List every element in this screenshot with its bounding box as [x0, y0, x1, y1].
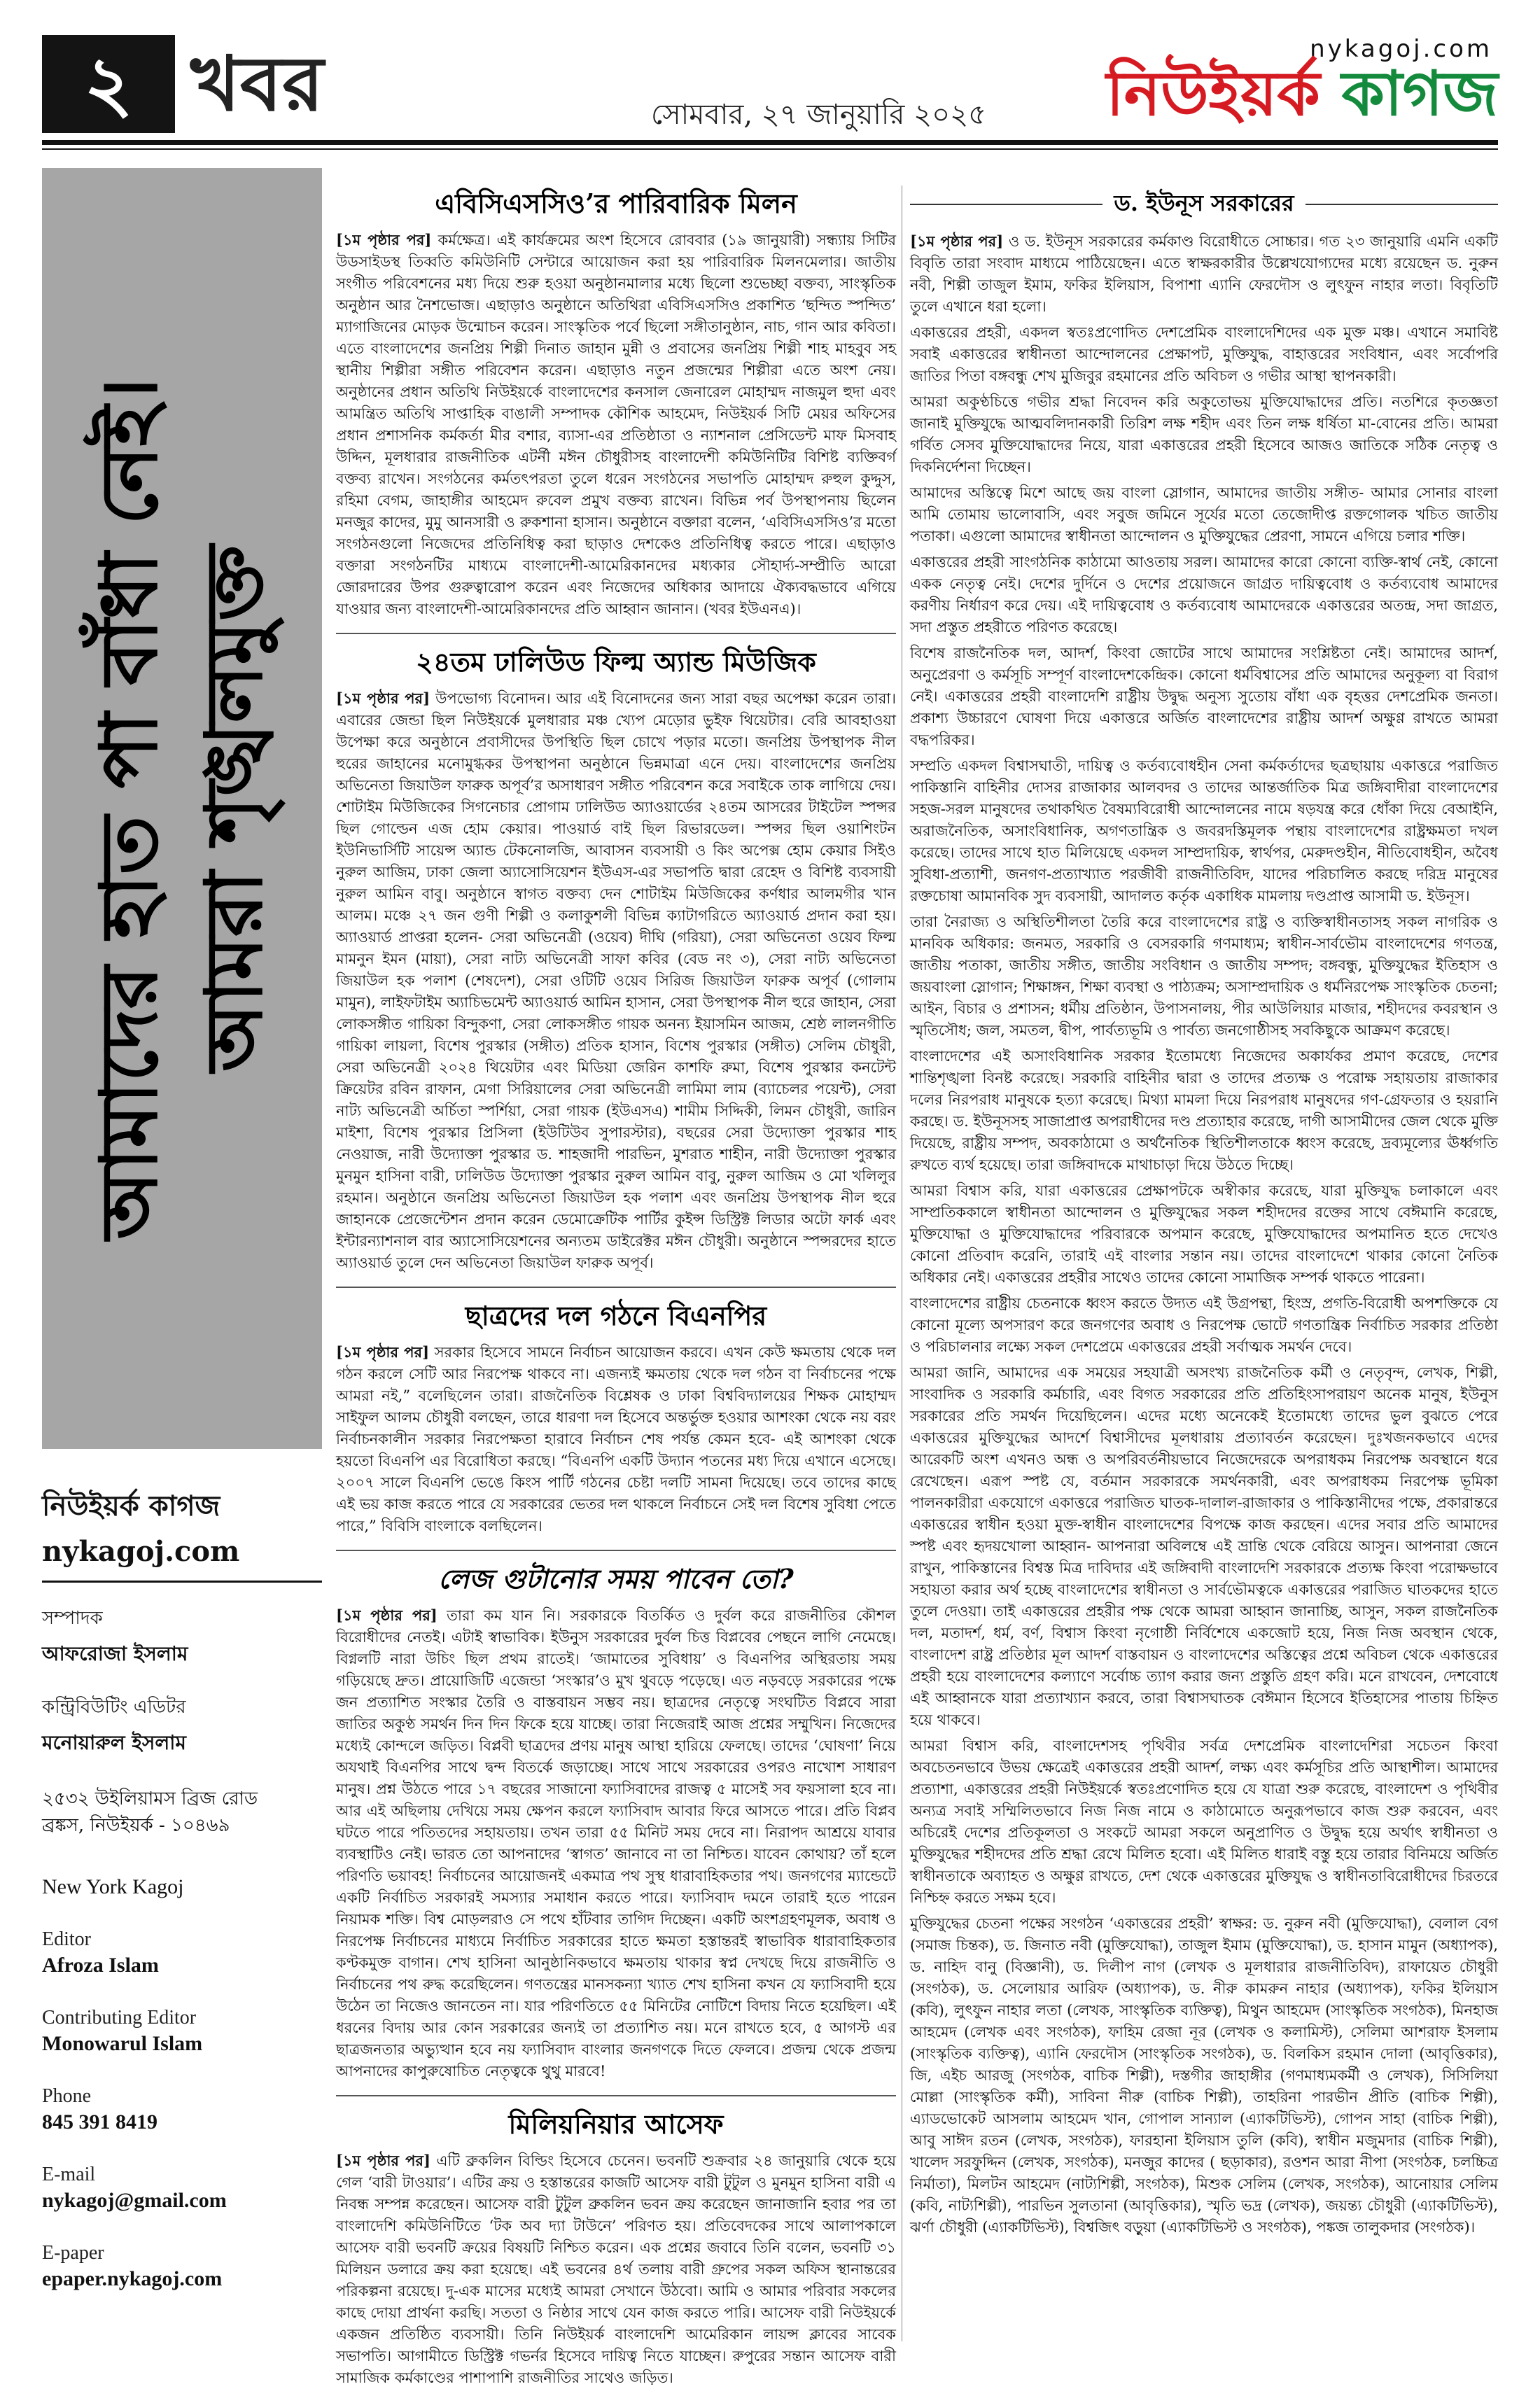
article-body — [336, 687, 896, 1274]
article-paragraph: সম্প্রতি একদল বিশ্বাসঘাতী, দায়িত্ব ও কর্তব্যবোধহীন সেনা কর্মকর্তাদের ছত্রছায়ায় একাত্তরে পরাজিত পাকিস্তানি বাহিনীর দোসর রাজাকার আলবদর ও তাদের আন্তর্জাতিক মিত্র জঙ্গিবাদীরা বাংলাদেশের সহজ-সরল মানুষদের তথাকথিত বৈষম্যবিরোধী আন্দোলনের নামে ষড়যন্ত্র করে ধোঁকা দিয়ে বেআইনি, অরাজনৈতিক, অসাংবিধানিক, অগণতান্ত্রিক ও জবরদস্তিমূলক পন্থায় বাংলাদেশের রাষ্ট্রক্ষমতা দখল করেছে। তাদের সাথে হাত মিলিয়েছে একদল সাম্প্রদায়িক, স্বার্থপর, মেরুদণ্ডহীন, নীতিবোধহীন, অবৈধ সুবিধা-প্রত্যাশী, জনগণ-প্রত্যাখ্যাত পরজীবী রাজনীতিবিদ, যাদের পরিচালিত করছে দরিদ্র মানুষের রক্তচোষা আমানবিক সুদ ব্যবসায়ী, আদালত কর্তৃক একাধিক মামলায় দণ্ডপ্রাপ্ত আসামী ড. ইউনূস। — [910, 757, 1498, 904]
contrib-editor-label-bn: কন্ট্রিবিউটিং এডিটর — [42, 1697, 186, 1718]
editor-label-bn: সম্পাদক — [42, 1608, 103, 1629]
masthead — [42, 35, 1498, 133]
article-yunus-government — [910, 185, 1498, 2239]
article-separator — [336, 1287, 896, 1288]
imprint-website[interactable]: nykagoj.com — [42, 1535, 240, 1568]
article-family-reunion — [336, 185, 896, 620]
logo-name-part1: নিউইয়র্ক — [1106, 57, 1320, 129]
contrib-editor-name-bn: মনোয়ারুল ইসলাম — [42, 1731, 186, 1754]
phone-number[interactable]: 845 391 8419 — [42, 2110, 158, 2134]
contrib-editor-name-en: Monowarul Islam — [42, 2032, 203, 2055]
email-label: E-mail — [42, 2164, 96, 2185]
right-column — [910, 185, 1498, 2341]
article-body — [336, 1604, 896, 2082]
article-paragraph: আমরা অকুণ্ঠচিত্তে গভীর শ্রদ্ধা নিবেদন করি অকুতোভয় মুক্তিযোদ্ধাদের প্রতি। নতশিরে কৃতজ্ঞতা জানাই মুক্তিযুদ্ধে আত্মবলিদানকারী তিরিশ লক্ষ শহীদ এবং তিন লক্ষ ধর্ষিতা মা-বোনের প্রতি। আমরা গর্বিত সেসব মুক্তিযোদ্ধাদের নিয়ে, যারা একাত্তরের প্রহরী হিসেবে আজও জাতিকে সঠিক নেতৃত্ব ও দিকনির্দেশনা দিচ্ছেন। — [910, 393, 1498, 475]
epaper-label: E-paper — [42, 2242, 104, 2264]
article-text: তারা কম যান নি। সরকারকে বিতর্কিত ও দুর্বল করে রাজনীতির কৌশল বিরোধীদের নেতই। এটাই স্বাভাবিক। ইউনুস সরকারের দুর্বল চিত্ত বিপ্লবের পেছনে লাগি নেমেছে। বিগ্নলটি নারা উচিং ছিল প্রথম রাতেই। ‘জামাতের সুবিধায়’ ও বিএনপির অস্থিরতায় সময় গড়িয়েছে দ্রুত। প্রায়োজিটি এজেন্ডা ‘সংস্কার’ও মুখ থুবড়ে পড়েছে। এত নড়বড়ে সরকারের পক্ষে জন প্রত্যাশিত সংস্কার তৈরি ও বাস্তবায়ন সম্ভব নয়। ছাত্রদের নেতৃত্বে সংঘটিত বিপ্লবে সারা জাতির অকুণ্ঠ সমর্থন দিন দিন ফিকে হয়ে যাচ্ছে। তারা নিজেরাই আজ প্রশ্নের সম্মুখিন। নিজেদের মধ্যেই কোন্দলে জড়িত। বিপ্লবী ছাত্রদের প্রণয় মানুষ আস্থা হারিয়ে ফেলছে। তাদের ‘ঘোষণা’ নিয়ে অযথাই বিএনপির সাথে দ্বন্দ বিতর্কে জড়াচ্ছে। সাথে সাথে সরকারের ওপরও নাখোশ সাধারণ মানুষ। প্রশ্ন উঠতে পারে ১৭ বছরের সাজানো ফ্যাসিবাদের রাজত্ব ৫ মাসেই সব ফয়সালা হবে না। আর এই অছিলায় দেখিয়ে সময় ক্ষেপন করলে ফ্যাসিবাদ আবার ফিরে আসতে পারে। প্রতি বিপ্লব ঘটতে পারে পতিতদের সহায়তায়। তখন তারা ৫৫ মিনিট সময় দেবে না। নিরাপদ আশ্রয়ে যাবার ব্যবস্থাটিও নেই। ভারত তো আপনাদের ‘স্বাগত’ জানাবে না তা নিশ্চিত। যাবেন কোথায়? তাঁ হলে পরিণতি ভয়াবহ! নির্বাচনের আয়োজনই একমাত্র পথ সুস্থ ধারাবাহিকতার পথ। জনগণের ম্যান্ডেটে একটি নির্বাচিত সরকারই সমস্যার সমাধান করতে পারে। ফ্যাসিবাদ দমনে তারাই হতে পারেন নিয়ামক শক্তি। বিশ্ব মোড়লরাও সে পথে হাঁটবার তাগিদ দিচ্ছেন। একটি অংশগ্রহণমূলক, অবাধ ও নিরপেক্ষ নির্বাচনের মাধ্যমে নির্বাচিত সরকারের হাতে ক্ষমতা হস্তান্তরই স্বাভাবিক ধারাবাহিকতার কণ্টকমুক্ত বাগান। শেখ হাসিনা আনুষ্ঠানিকভাবে ক্ষমতায় থাকার স্বপ্ন দেখছে দিয়ে রাজনীতি ও নির্বাচনের পথ রুদ্ধ করেছিলেন। গণতন্ত্রের মানসকন্যা খ্যাত শেখ হাসিনা কখন যে ফ্যাসিবাদী হয়ে উঠেন তা নিজেও জানতেন না। যার পরিণতিতে ৫৫ মিনিটের নোটিশে বিদায় নিতে হয়েছিল। এই ধরনের বিদায় আর কোন সরকারের জন্যই তা প্রত্যাশিত নয়। মনে রাখতে হবে, ৫ আগস্ট এর ছাত্রজনতার অভ্যুত্থান হবে নয় ফ্যাসিবাদ বাংলার জনগণকে দিতে ফেলবে। প্রজন্ম থেকে প্রজন্ম আপনাদের কাপুরুষোচিত নেতৃত্বকে থুথু মারবে! — [336, 1607, 896, 2080]
continued-marker: [১ম পৃষ্ঠার পর] — [336, 1343, 430, 1361]
article-body — [336, 2150, 896, 2389]
article-headline: এবিসিএসসিও’র পারিবারিক মিলন — [435, 188, 797, 219]
continued-marker: [১ম পৃষ্ঠার পর] — [336, 1606, 438, 1624]
newspaper-logo[interactable] — [924, 35, 1498, 133]
address-line-2: ব্রঙ্কস, নিউইয়র্ক - ১০৪৬৯ — [42, 1815, 230, 1836]
middle-column — [336, 185, 896, 2386]
left-sidebar — [42, 168, 322, 2352]
logo-url[interactable]: nykagoj.com — [1310, 35, 1492, 63]
article-text: কর্মক্ষেত্র। এই কার্যক্রমের অংশ হিসেবে রোববার (১৯ জানুয়ারী) সন্ধ্যায় সিটির উডসাইডস্থ তিব্বতি কমিউনিটি সেন্টারে আয়োজন করা হয় পারিবারিক মিলনমেলার। জাতীয় সংগীত পরিবেশনের মধ্য দিয়ে শুরু হওয়া অনুষ্ঠানমালার মধ্যে ছিলো শুভেচ্ছা বক্তব্য, সাংস্কৃতিক অনুষ্ঠান আর নৈশভোজ। এছাড়াও অনুষ্ঠানে অতিথিরা এবিসিএসসিও প্রকাশিত ‘ছন্দিত স্পন্দিত’ ম্যাগাজিনের মোড়ক উন্মোচন করেন। সাংস্কৃতিক পর্বে ছিলো সঙ্গীতানুষ্ঠান, নাচ, গান আর কবিতা। এতে বাংলাদেশের জনপ্রিয় শিল্পী দিনাত জাহান মুন্নী ও প্রবাসের জনপ্রিয় শিল্পী শাহ মাহবুব সহ স্থানীয় শিল্পীরা সঙ্গীত পরিবেশন করেন। এছাড়াও নতুন প্রজন্মের শিল্পীরা এতে অংশ নেয়। অনুষ্ঠানের প্রধান অতিথি নিউইয়র্কে বাংলাদেশের কনসাল জেনারেল মোহাম্মদ নাজমুল হুদা এবং আমন্ত্রিত অতিথি সাপ্তাহিক বাঙালী সম্পাদক কৌশিক আহমেদ, নিউইয়র্ক সিটি মেয়র অফিসের প্রধান প্রশাসনিক কর্মকর্তা মীর বশার, ব্যাসা-এর প্রতিষ্ঠাতা ও ন্যাশনাল প্রেসিডেন্ট মাফ মিসবাহ উদ্দিন, মূলধারার রাজনীতিক এটর্নী মঈন চৌধুরীসহ বাংলাদেশী কমিউনিটির বিশিষ্ট ব্যক্তিবর্গ বক্তব্য রাখেন। সংগঠনের কর্মতৎপরতা তুলে ধরেন সংগঠনের সভাপতি মোহাম্মদ রুহুল কুদ্দুস, রহিমা বেগম, জাহাঙ্গীর আহমেদ রুবেল প্রমুখ বক্তব্য রাখেন। বিভিন্ন পর্ব উপস্থাপনায় ছিলেন মনজুর কাদের, মুমু আনসারী ও রুকশানা হাসান। অনুষ্ঠানে বক্তারা বলেন, ‘এবিসিএসসিও’র মতো সংগঠনগুলো নিজেদের প্রতিনিধিত্ব করা ছাড়াও দেশকেও প্রতিনিধিত্ব করতে পারে। এছাড়াও বক্তারা সংগঠনটির মাধ্যমে বাংলাদেশী-আমেরিকানদের মধ্যকার সৌহার্দ্য-সম্প্রীতি আরো জোরদারের উপর গুরুত্বারোপ করেন এবং নিজেদের অধিকার আদায়ে ঐক্যবদ্ধভাবে এগিয়ে যাওয়ার জন্য বাংলাদেশী-আমেরিকানদের প্রতি আহ্বান জানান। (খবর ইউএনএ)। — [336, 232, 896, 617]
article-student-party — [336, 1298, 896, 1537]
article-separator — [336, 1550, 896, 1551]
continued-marker: [১ম পৃষ্ঠার পর] — [336, 689, 430, 707]
article-paragraph: তারা নৈরাজ্য ও অস্থিতিশীলতা তৈরি করে বাংলাদেশের রাষ্ট্র ও ব্যক্তিস্বাধীনতাসহ সকল নাগরিক ও মানবিক অধিকার: জনমত, সরকারি ও বেসরকারি গণমাধ্যম; স্বাধীন-সার্বভৌম বাংলাদেশের গণতন্ত্র, জাতীয় পতাকা, জাতীয় সঙ্গীত, জাতীয় সংবিধান ও জাতীয় সম্পদ; বঙ্গবন্ধু, মুক্তিযুদ্ধের ইতিহাস ও জয়বাংলা স্লোগান; শিক্ষাঙ্গন, শিক্ষা ব্যবস্থা ও পাঠ্যক্রম; অসাম্প্রদায়িক ও ধর্মনিরপেক্ষ সাংস্কৃতিক চেতনা; আইন, বিচার ও প্রশাসন; ধর্মীয় প্রতিষ্ঠান, উপাসনালয়, পীর আউলিয়ার মাজার, শহীদদের কবরস্থান ও স্মৃতিসৌধ; জল, সমতল, দ্বীপ, পার্বত্যভূমি ও পার্বত্য জনগোষ্ঠীসহ সবকিছুকে আক্রমণ করেছে। — [910, 913, 1498, 1039]
imprint-box — [42, 1484, 322, 2291]
slogan-banner — [42, 168, 322, 1449]
logo-name-part2: কাগজ — [1341, 57, 1498, 129]
article-paragraph: আমরা বিশ্বাস করি, যারা একাত্তরের প্রেক্ষাপটকে অস্বীকার করেছে, যারা মুক্তিযুদ্ধ চলাকালে এবং সাম্প্রতিককালে স্বাধীনতা আন্দোলন ও মুক্তিযুদ্ধের সকল শহীদদের রক্তের সাথে বেঈমানি করেছে, মুক্তিযোদ্ধা ও মুক্তিযোদ্ধাদের পরিবারকে অপমান করেছে, মুক্তিযোদ্ধাদের অপমানিত হতে দেখেও কোনো প্রতিবাদ করেনি, তারাই এই বাংলার সন্তান নয়। তাদের বাংলাদেশে থাকার কোনো নৈতিক অধিকার নেই। একাত্তরের প্রহরীর সাথেও তাদের কোনো সামাজিক সম্পর্ক থাকতে পারেনা। — [910, 1182, 1498, 1286]
article-paragraph: একাত্তরের প্রহরী সাংগঠনিক কাঠামো আওতায় সরল। আমাদের কারো কোনো ব্যক্তি-স্বার্থ নেই, কোনো একক নেতৃত্ব নেই। দেশের দুর্দিনে ও দেশের প্রয়োজনে জাগ্রত দায়িত্ববোধ ও কর্তব্যবোধ আমাদের করণীয় নির্ধারণ করে দেয়। এই দায়িত্ববোধ ও কর্তব্যবোধ আমাদেরকে একাত্তরের অতন্দ্র, সদা জাগ্রত, সদা প্রস্তুত প্রহরীতে পরিণত করেছে। — [910, 554, 1498, 636]
phone-label: Phone — [42, 2085, 91, 2107]
article-paragraph: আমাদের অস্তিত্বে মিশে আছে জয় বাংলা স্লোগান, আমাদের জাতীয় সঙ্গীত- আমার সোনার বাংলা আমি তোমায় ভালোবাসি, এবং সবুজ জমিনে সূর্যের মতো তেজোদীপ্ত রক্তগোলক খচিত জাতীয় পতাকা। এগুলো আমাদের স্বাধীনতা আন্দোলন ও মুক্তিযুদ্ধের প্রেরণা, সামনে এগিয়ে চলার শক্তি। — [910, 484, 1498, 545]
article-text: উপভোগ্য বিনোদন। আর এই বিনোদনের জন্য সারা বছর অপেক্ষা করেন তারা। এবারের জেন্ডা ছিল নিউইয়র্কে মুলধারার মঞ্চ খ্যেপ মেড়োর ভুইফ থিয়েটার। বেরি আবহাওয়া উপেক্ষা করে অনুষ্ঠানে প্রবাসীদের উপস্থিতি ছিল চোখে পড়ার মতো। জনপ্রিয় উপস্থাপক নীল হুরের জাহানের মনোমুগ্ধকর উপস্থাপনা অনুষ্ঠানে ভিন্নমাত্রা এনে দেয়। বাংলাদেশের জনপ্রিয় অভিনেতা জিয়াউল ফারুক অপূর্ব’র অসাধারণ সঙ্গীত পরিবেশন করে সবাইকে তাক লাগিয়ে দেয়। শোটাইম মিউজিকের সিগনেচার প্রোগাম ঢালিউড অ্যাওয়ার্ডের ২৪তম আসরের টাইটেল স্পন্সর ছিল গোল্ডেন এজ হোম কেয়ার। পাওয়ার্ড বাই ছিল রিভারডেল। স্পন্সর ছিল ওয়াশিংটন ইউনিভার্সিটি সায়েন্স অ্যান্ড টেকনোলজি, আবাসন ব্যবসায়ী ও কিং অপেক্স হোম কেয়ার সিইও নুরুল আজিম, ঢাকা জেলা অ্যাসোসিয়েশন ইউএস-এর সভাপতি দ্বারা রেহেদ ও বিশিষ্ট ব্যবসায়ী নুরুল আমিন বাবু। অনুষ্ঠানে স্বাগত বক্তব্য দেন শোটাইম মিউজিকের কর্ণধার আলমগীর খান আলম। মঞ্চে ২৭ জন গুণী শিল্পী ও কলাকুশলী বিভিন্ন ক্যাটাগরিতে অ্যাওয়ার্ড প্রদান করা হয়। অ্যাওয়ার্ড প্রাপ্তরা হলেন- সেরা অভিনেত্রী (ওয়েব) দীঘি (গরিয়া), সেরা অভিনেতা ওয়েব ফিল্ম মামনুন ইমন (মায়া), সেরা নাট্য অভিনেত্রী সাফা কবির (বেড নং ৩), সেরা নাট্য অভিনেতা জিয়াউল হক পলাশ (শেষদেশ), সেরা ওটিটি ওয়েব সিরিজ জিয়াউল ফারুক অপূর্ব (গোলাম মামুন), লাইফটাইম অ্যাচিভমেন্ট অ্যাওয়ার্ড আমিন হাসান, সেরা উপস্থাপক নীল হুরে জাহান, সেরা লোকসঙ্গীত গায়িকা বিন্দুকণা, সেরা লোকসঙ্গীত গায়ক অনন্য ইয়াসমিন আজম, শ্রেষ্ঠ লালনগীতি গায়িকা লায়লা, বিশেষ পুরস্কার (সঙ্গীত) প্রতিক হাসান, বিশেষ পুরস্কার (সঙ্গীত) সেলিম চৌধুরী, সেরা অভিনেত্রী ২০২৪ থিয়েটার এবং মিডিয়া জেরিন কাশফি রুমা, বিশেষ পুরস্কার কনটেন্ট ক্রিয়েটর রবিন রাফান, মেগা সিরিয়ালের সেরা অভিনেত্রী লামিমা লাম (ব্যাচেলর পয়েন্ট), সেরা নাট্য অভিনেত্রী অর্চিতা স্পর্শিয়া, সেরা গায়ক (ইউএসএ) শামীম সিদ্দিকী, লিমন চৌধুরী, জারিন মাইশা, বিশেষ পুরস্কার প্রিসিলা (ইউটিউব সুপারস্টার), বছরের সেরা উদ্যোক্তা পুরস্কার শাহ নেওয়াজ, নারী উদ্যোক্তা পুরস্কার ড. শাহজাদী পারভিন, মুশরাত শাহীন, নারী উদ্যোক্তা পুরস্কার মুনমুন হাসিনা বারী, ঢালিউড উদ্যোক্তা পুরস্কার নুরুল আমিন বাবু, নুরুল আজিম ও মো খলিলুর রহমান। অনুষ্ঠানে জনপ্রিয় অভিনেতা জিয়াউল হক পলাশ এবং জনপ্রিয় উপস্থাপক নীল হুরে জাহানকে প্রেজেন্টেশন প্রদান করেন ডেমোক্রেটিক পার্টির কুইন্স ডিস্ট্রিক্ট লিডার অটো ফার্ক এবং ইন্টারন্যাশনাল বার অ্যাসোসিয়েশনের অন্যতম ডাইরেক্টর মঈন চৌধুরী। অনুষ্ঠানে স্পন্সরদের হাতে অ্যাওয়ার্ড তুলে দেন অভিনেতা জিয়াউল ফারুক অপূর্ব। — [336, 690, 896, 1271]
article-paragraph — [910, 230, 1498, 318]
imprint-title-bn: নিউইয়র্ক কাগজ — [42, 1490, 220, 1522]
masthead-rule-thin — [42, 148, 1498, 150]
article-text: ও ড. ইউনূস সরকারের কর্মকাণ্ড বিরোধীতে সোচ্চার। গত ২৩ জানুয়ারি এমনি একটি বিবৃতি তারা সংবাদ মাধ্যমে পাঠিয়েছেন। এতে স্বাক্ষরকারীর উল্লেখযোগ্যদের মধ্যে রয়েছেন ড. নুরুন নবী, শিল্পী তাজুল ইমাম, ফকির ইলিয়াস, বিপাশা এ্যানি ফেরদৌস ও লুৎফুন নাহার লতা। বিবৃতিটি তুলে এখানে ধরা হলো। — [910, 233, 1498, 315]
slogan-line-1: আমাদের হাত পা বাঁধা নেই। — [83, 377, 175, 1240]
continued-marker: [১ম পৃষ্ঠার পর] — [336, 231, 432, 248]
editor-label-en: Editor — [42, 1928, 91, 1950]
editor-name-en: Afroza Islam — [42, 1954, 159, 1977]
article-paragraph: একাত্তরের প্রহরী, একদল স্বতঃপ্রণোদিত দেশপ্রেমিক বাংলাদেশিদের এক মুক্ত মঞ্চ। এখানে সমাবিষ্ট সবাই একাত্তরের স্বাধীনতা আন্দোলনের প্রেক্ষাপট, মুক্তিযুদ্ধ, বাহাত্তরের সংবিধান, এবং সর্বোপরি জাতির পিতা বঙ্গবন্ধু শেখ মুজিবুর রহমানের প্রতি অবিচল ও গভীর আস্থা স্থাপনকারী। — [910, 324, 1498, 384]
imprint-title-en: New York Kagoj — [42, 1875, 184, 1898]
address-line-1: ২৫৩২ উইলিয়ামস ব্রিজ রোড — [42, 1788, 258, 1809]
continued-marker: [১ম পৃষ্ঠার পর] — [910, 232, 1004, 250]
imprint-divider — [42, 1581, 322, 1583]
article-headline: মিলিয়নিয়ার আসেফ — [508, 2108, 724, 2140]
article-headline: ছাত্রদের দল গঠনে বিএনপির — [465, 1300, 767, 1331]
article-body — [336, 1341, 896, 1537]
article-separator — [336, 633, 896, 634]
article-dhallywood-award — [336, 644, 896, 1274]
article-paragraph: আমরা বিশ্বাস করি, বাংলাদেশসহ পৃথিবীর সর্বত্র দেশপ্রেমিক বাংলাদেশিরা সচেতন কিংবা অবচেতনভাবে উভয় ক্ষেত্রেই একাত্তরের প্রহরী আদর্শ, লক্ষ্য এবং কর্মসূচির প্রতি আস্থাশীল। আমাদের প্রত্যাশা, একাত্তরের প্রহরী নিউইয়র্কে স্বতঃপ্রণোদিত হয়ে যে যাত্রা শুরু করেছে, বাংলাদেশ ও পৃথিবীর অন্যত্র সবাই সম্মিলিতভাবে নিজ নিজ নামে ও কাঠামোতে অনুরূপভাবে কাজ শুরু করবেন, এবং অচিরেই দেশের প্রতিকূলতা ও সংকটে আমরা সকলে অনুপ্রাণিত ও উদ্বুদ্ধ হয়ে অর্থাৎ স্বাধীনতা ও মুক্তিযুদ্ধের শহীদদের প্রতি শ্রদ্ধা রেখে মিলিত হবো। এই মিলিত ধারাই বস্তু হয়ে তারার বিনিময়ে অর্জিত স্বাধীনতাকে অব্যাহত ও অক্ষুণ্ণ রাখতে, দেশ থেকে একাত্তরের মুক্তিযুদ্ধ ও স্বাধীনতাবিরোধীদের চিরতরে নিশ্চিহ্ন করতে সক্ষম হবে। — [910, 1737, 1498, 1906]
article-headline: লেজ গুটানোর সময় পাবেন তো? — [438, 1563, 794, 1595]
article-millionaire — [336, 2106, 896, 2389]
article-separator — [336, 2095, 896, 2096]
address — [42, 1786, 322, 1839]
email-address[interactable]: nykagoj@gmail.com — [42, 2189, 227, 2212]
article-opinion — [336, 1561, 896, 2082]
page-number-badge: ২ — [42, 35, 175, 133]
continued-marker: [১ম পৃষ্ঠার পর] — [336, 2152, 430, 2169]
article-paragraph: আমরা জানি, আমাদের এক সময়ের সহযাত্রী অসংখ্য রাজনৈতিক কর্মী ও নেতৃবৃন্দ, লেখক, শিল্পী, সাংবাদিক ও সরকারি কর্মচারি, এবং বিগত সরকারের প্রতি প্রতিহিংসাপরায়ণ অনেক মানুষ, ইউনুস সরকারের প্রতি সমর্থন দিয়েছিলেন। এদের মধ্যে অনেকেই ইতোমধ্যে তাদের ভুল বুঝতে পেরে একাত্তরের মুক্তিযুদ্ধের আদর্শে বিশ্বাসীদের মূলধারায় প্রত্যাবর্তন করেছেন। দুঃখজনকভাবে এদের আরেকটি অংশ এখনও অন্ধ ও অপরিবর্তনীয়ভাবে নিজেদেরকে অপরাধকম নিরপেক্ষ অবস্থানে ধরে রেখেছেন। এরূপ স্পষ্ট যে, বর্তমান সরকারকে সমর্থনকারী, এবং অপরাধকম নিরপেক্ষ ভূমিকা পালনকারীরা একযোগে একাত্তরে পরাজিত ঘাতক-দালাল-রাজাকার ও পাকিস্তানীদের পক্ষে, প্রকারান্তরে একাত্তরের স্বাধীন হওয়া মুক্ত-স্বাধীন বাংলাদেশের বিপক্ষে কাজ করছেন। এদের সবার প্রতি আমাদের স্পষ্ট এবং হৃদয়খোলা আহ্বান- আপনারা অবিলম্বে এই ভ্রান্তি থেকে বেরিয়ে আসুন। আপনারা জেনে রাখুন, পাকিস্তানের বিশ্বস্ত মিত্র দাবিদার এই জঙ্গিবাদী বাংলাদেশি সরকারকে প্রত্যক্ষ কিংবা পরোক্ষভাবে সহায়তা করার অর্থ হচ্ছে বাংলাদেশের স্বাধীনতা ও সার্বভৌমত্বকে একাত্তরের পরাজিত ঘাতকদের হাতে তুলে দেওয়া। তাই একাত্তরের প্রহরীর পক্ষ থেকে আমরা আহ্বান জানাচ্ছি, আসুন, সকল রাজনৈতিক দল, মতাদর্শ, ধর্ম, বর্ণ, বিশ্বাস কিংবা নৃগোষ্ঠী নির্বিশেষে একজোট হয়ে, নিজ নিজ অবস্থান থেকে, বাংলাদেশ রাষ্ট্র প্রতিষ্ঠার মূল আদর্শ বাস্তবায়ন ও বাংলাদেশের অস্তিত্বের প্রশ্নে অবিচল থেকে একাত্তরের প্রহরী হয়ে বাংলাদেশের কল্যাণে সর্বোচ্চ ত্যাগ করার জন্য প্রস্তুতি গ্রহণ করি। মনে রাখবেন, দেশবোধে এই আহ্বানকে যারা প্রত্যাখ্যান করবে, তারা বিশ্বাসঘাতক বেঈমান হিসেবে ইতিহাসের পাতায় চিহ্নিত হয়ে থাকবে। — [910, 1364, 1498, 1728]
epaper-link[interactable]: epaper.nykagoj.com — [42, 2267, 223, 2290]
article-headline: ড. ইউনূস সরকারের — [910, 185, 1498, 223]
article-headline: ২৪তম ঢালিউড ফিল্ম অ্যান্ড মিউজিক — [416, 646, 816, 678]
editor-name-bn: আফরোজা ইসলাম — [42, 1642, 188, 1665]
masthead-rule-thick — [42, 140, 1498, 145]
issue-date: সোমবার, ২৭ জানুয়ারি ২০২৫ — [651, 99, 987, 131]
slogan-text — [77, 213, 287, 1403]
article-paragraph: বাংলাদেশের এই অসাংবিধানিক সরকার ইতোমধ্যে নিজেদের অকার্যকর প্রমাণ করেছে, দেশের শান্তিশৃঙ্খলা বিনষ্ট করেছে। সরকারি বাহিনীর দ্বারা ও তাদের প্রত্যক্ষ ও পরোক্ষ সহায়তায় রাজাকার দলের নিরপরাধ মানুষকে হত্যা করেছে। মিথ্যা মামলা দিয়ে নিরপরাধ মানুষদের গণ-গ্রেফতার ও হয়রানি করছে। ড. ইউনূসসহ সাজাপ্রাপ্ত অপরাধীদের দণ্ড প্রত্যাহার করেছে, দাগী আসামীদের জেল থেকে মুক্তি দিয়েছে, রাষ্ট্রীয় সম্পদ, অবকাঠামো ও অর্থনৈতিক স্থিতিশীলতাকে ধ্বংস করেছে, দ্রব্যমূল্যের ঊর্ধ্বগতি রুখতে ব্যর্থ হয়েছে। তারা জঙ্গিবাদকে মাথাচাড়া দিয়ে উঠতে দিচ্ছে। — [910, 1048, 1498, 1173]
contrib-editor-label-en: Contributing Editor — [42, 2007, 197, 2029]
slogan-line-2: আমরা শৃঙ্খলমুক্ত — [188, 545, 280, 1072]
article-paragraph: বাংলাদেশের রাষ্ট্রীয় চেতনাকে ধ্বংস করতে উদ্যত এই উগ্রপন্থা, হিংস্র, প্রগতি-বিরোধী অপশক্তিকে যে কোনো মূল্যে অপসারণ করে জনগণের অবাধ ও নিরপেক্ষ ভোটে গণতান্ত্রিক নির্বাচিত সরকার প্রতিষ্ঠা ও পরিচালনার লক্ষ্যে সকল দেশপ্রেমে একাত্তরের প্রহরী সর্বাত্মক সমর্থন দেবে। — [910, 1295, 1498, 1355]
article-paragraph: বিশেষ রাজনৈতিক দল, আদর্শ, কিংবা জোটের সাথে আমাদের সংশ্লিষ্টতা নেই। আমাদের আদর্শ, অনুপ্রেরণা ও কর্মসূচি সম্পূর্ণ বাংলাদেশকেন্দ্রিক। কোনো ধর্মবিশ্বাসের প্রতি আমাদের অনুকূল্য বা বিরাগ নেই। একাত্তরের প্রহরী বাংলাদেশি রাষ্ট্রীয় উদ্বুদ্ধ অনুস্য সুতোয় বাঁধা এক বৃহত্তর দেশপ্রেমিক জনতা। প্রকাশ্য উচ্চারণে ঘোষণা দিয়ে একাত্তরে অর্জিত বাংলাদেশের রাষ্ট্রীয় আদর্শ অক্ষুণ্ণ রাখতে আমরা বদ্ধপরিকর। — [910, 645, 1498, 748]
article-paragraph: মুক্তিযুদ্ধের চেতনা পক্ষের সংগঠন ‘একাত্তরের প্রহরী’ স্বাক্ষর: ড. নুরুন নবী (মুক্তিযোদ্ধা), বেলাল বেগ (সমাজ চিন্তক), ড. জিনাত নবী (মুক্তিযোদ্ধা), তাজুল ইমাম (মুক্তিযোদ্ধা), ড. হাসান মামুন (অধ্যাপক), ড. নাহিদ বানু (বিজ্ঞানী), ড. দিলীপ নাগ (লেখক ও মূলধারার রাজনীতিবিদ), রাফায়েত চৌধুরী (সংগঠক), ড. সেলোয়ার আরিফ (অধ্যাপক), ড. নীরু কামরুন নাহার (অধ্যাপক), ফকির ইলিয়াস (কবি), লুৎফুন নাহার লতা (লেখক, সাংস্কৃতিক ব্যক্তিত্ব), মিথুন আহমেদ (সাংস্কৃতিক সংগঠক), মিনহাজ আহমেদ (লেখক এবং সংগঠক), ফাহিম রেজা নূর (লেখক ও কলামিস্ট), সেলিমা আশরাফ ইসলাম (সাংস্কৃতিক ব্যক্তিত্ব), এ্যানি ফেরদৌস (সাংস্কৃতিক সংগঠক), ড. বিলকিস রহমান দোলা (আবৃত্তিকার), জি, এইচ আরজু (সংগঠক, বাচিক শিল্পী), দস্তগীর জাহাঙ্গীর (গণমাধ্যমকর্মী ও লেখক), সিসিলিয়া মোল্লা (সাংস্কৃতিক কর্মী), সাবিনা নীরু (বাচিক শিল্পী), তাহরিনা পারভীন প্রীতি (বাচিক শিল্পী), এ্যাডভোকেট আসলাম আহমেদ খান, গোপাল সান্যাল (এ্যাকটিভিস্ট), গোপন সাহা (বাচিক শিল্পী), আবু সাঈদ রতন (লেখক, সংগঠক), ফারহানা ইলিয়াস তুলি (কবি), স্বাধীন মজুমদার (বাচিক শিল্পী), খালেদ সরফুদ্দিন (লেখক, সংগঠক), মনজুর কাদের ( ছড়াকার), রওশন আরা নীপা (সংগঠক, চলচ্চিত্র নির্মাতা), মিলটন আহমেদ (নাট্যশিল্পী, সংগঠক), মিশুক সেলিম (লেখক, সংগঠক), আনোয়ার সেলিম (কবি, নাট্যশিল্পী), পারভিন সুলতানা (আবৃত্তিকার), স্মৃতি ভদ্র (লেখক), জয়ন্ত্য চৌধুরী (এ্যাকটিভিস্ট), ঝর্ণা চৌধুরী (এ্যাকটিভিস্ট), বিশ্বজিৎ বড়ুয়া (এ্যাকটিভিস্ট ও সংগঠক), পঙ্কজ তালুকদার (সংগঠক)। — [910, 1915, 1498, 2236]
logo-name — [1106, 59, 1498, 129]
article-text: সরকার হিসেবে সামনে নির্বাচন আয়োজন করবে। এখন কেউ ক্ষমতায় থেকে দল গঠন করলে সেটি আর নিরপেক্ষ থাকবে না। এজন্যই ক্ষমতায় থেকে দল গঠন বা নির্বাচনের পক্ষে আমরা নই,” বলেছিলেন তারা। রাজনৈতিক বিশ্লেষক ও ঢাকা বিশ্ববিদ্যালয়ের শিক্ষক মোহাম্মদ সাইফুল আলম চৌধুরী বলছেন, তারে ধারণা দল হিসেবে অন্তর্ভুক্ত হওয়ার আশংকা থেকে নয় বরং নির্বাচনকালীন সরকার নিরপেক্ষতা হারাবে নির্বাচন শেষ পর্যন্ত কেমন হবে- এই আশংকা থেকে হয়তো বিএনপি এর বিরোধিতা করছে। “বিএনপি একটি উদ্যান পতনের মধ্য দিয়ে এখানে এসেছে। ২০০৭ সালে বিএনপি ভেঙে কিংস পার্টি গঠনের চেষ্টা দলটি সামনা দিয়েছে। তবে তাদের কাছে এই ভয় কাজ করতে পারে যে সরকারের ভেতর দল থাকলে নির্বাচনে সেই দল বিশেষ সুবিধা পেতে পারে,” বিবিসি বাংলাকে বলছিলেন। — [336, 1344, 896, 1534]
article-body — [910, 230, 1498, 2239]
section-name: খবর — [190, 40, 324, 128]
article-text: এটি ব্রুকলিন বিল্ডিং হিসেবে চেনেন। ভবনটি শুক্রবার ২৪ জানুয়ারি থেকে হয়ে গেল ‘বারী টাওয়ার’। এটির ক্রয় ও হস্তান্তরের কাজটি আসেফ বারী টুটুল ও মুনমুন হাসিনা বারী এ নিবন্ধ সম্পন্ন করেছেন। আসেফ বারী টুটুল ব্রুকলিন ভবন ক্রয় করেছেন জানাজানি হবার পর তা বাংলাদেশি কমিউনিটিতে ‘টক অব দ্যা টাউনে’ পরিণত হয়। প্রতিবেদকের সাথে আলাপকালে আসেফ বারী ভবনটি ক্রয়ের বিষয়টি নিশ্চিত করেন। এক প্রশ্নের জবাবে তিনি বলেন, ভবনটি ৩১ মিলিয়ন ডলারে ক্রয় করা হয়েছে। এই ভবনের ৪র্থ তলায় বারী গ্রুপের সকল অফিস স্থানান্তরের পরিকল্পনা রয়েছে। দু-এক মাসের মধ্যেই আমরা সেখানে উঠবো। আমি ও আমার পরিবার সকলের কাছে দোয়া প্রার্থনা করছি। সততা ও নিষ্ঠার সাথে যেন কাজ করতে পারি। আসেফ বারী নিউইয়র্কে একজন প্রতিষ্ঠিত ব্যবসায়ী। তিনি নিউইয়র্ক বাংলাদেশি আমেরিকান লায়ন্স ক্লাবের সাবেক সভাপতি। আগামীতে ডিস্ট্রিক্ট গভর্নর হিসেবে দায়িত্ব নিতে যাচ্ছেন। রুপুরের সন্তান আসেফ বারী সামাজিক কর্মকাণ্ডের পাশাপাশি রাজনীতির সাথেও জড়িত। — [336, 2152, 896, 2386]
article-body — [336, 229, 896, 620]
